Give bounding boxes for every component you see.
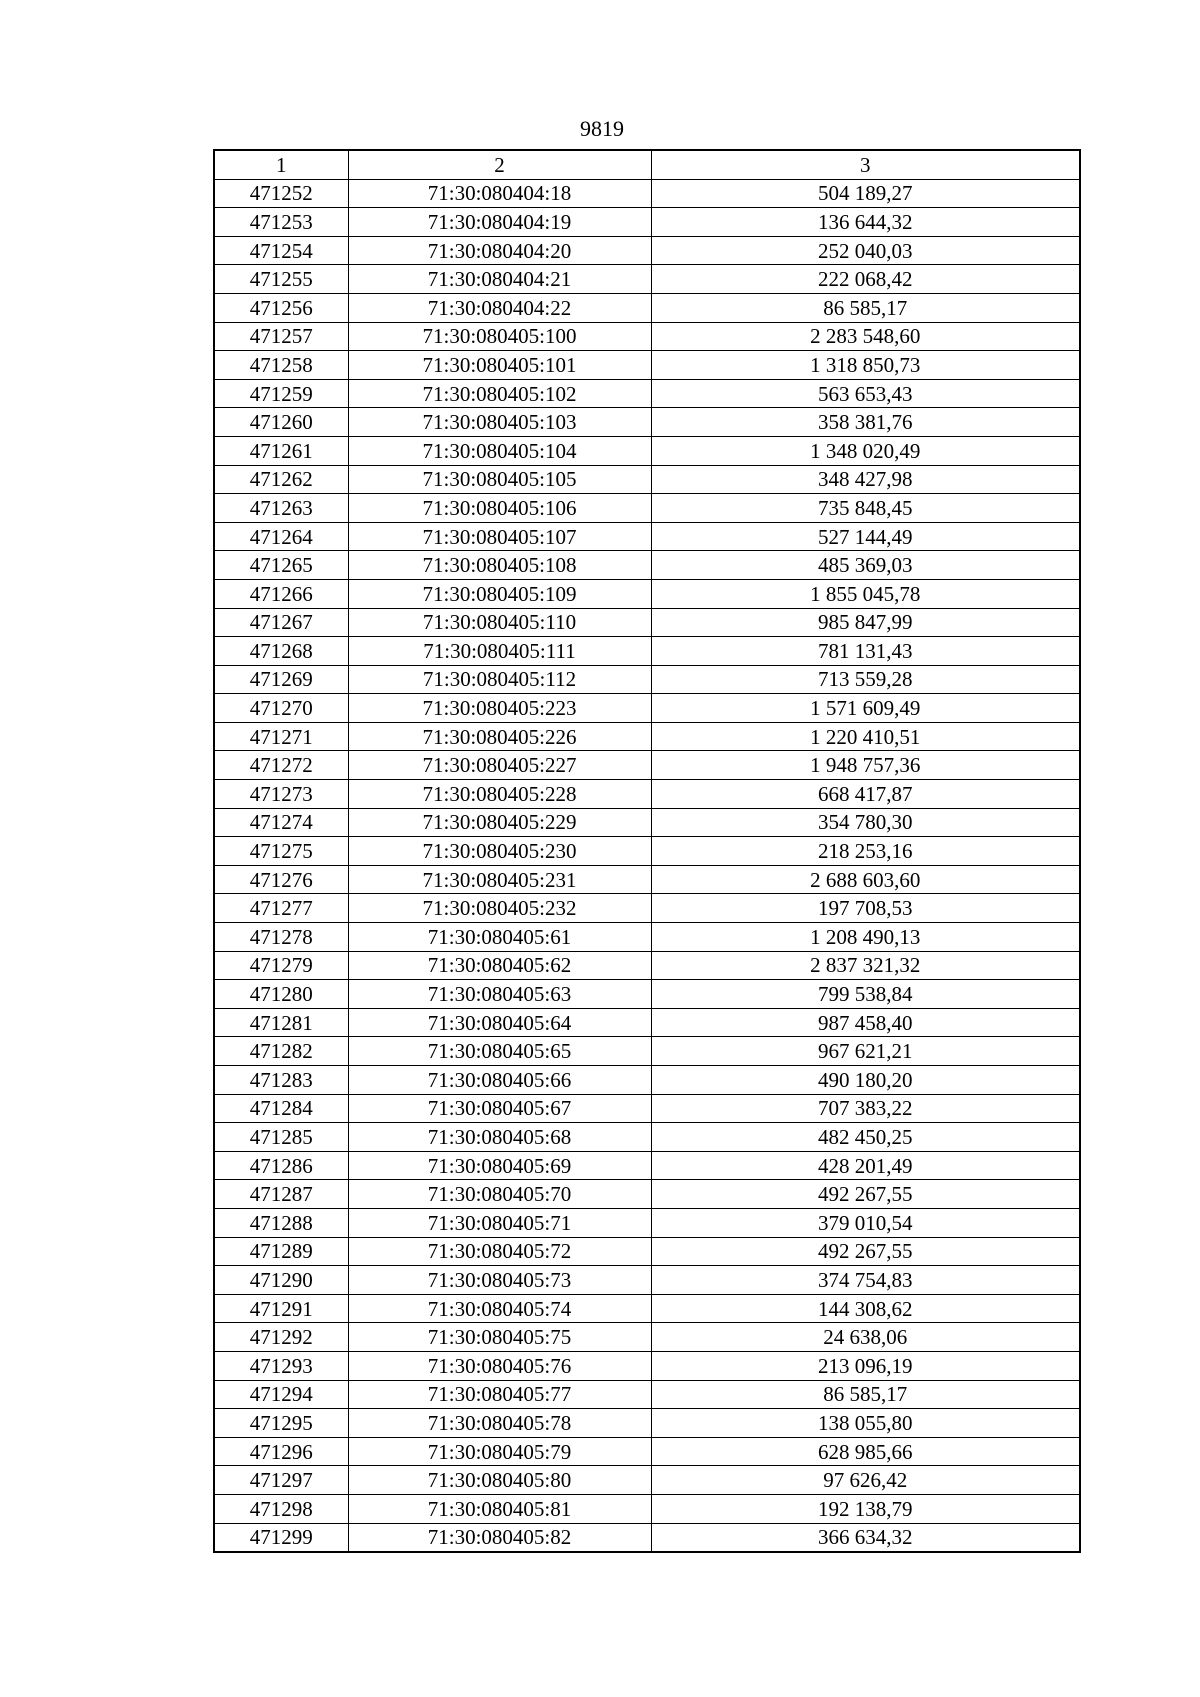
table-row: [214, 1151, 1080, 1180]
row-number-cell: 471267: [214, 608, 348, 637]
value-cell: 985 847,99: [651, 608, 1080, 637]
value-cell: 222 068,42: [651, 265, 1080, 294]
value-cell: 799 538,84: [651, 980, 1080, 1009]
row-number-cell: 471279: [214, 951, 348, 980]
value-cell: 668 417,87: [651, 780, 1080, 809]
cadastral-number-cell: 71:30:080405:65: [348, 1037, 651, 1066]
row-number-cell: 471278: [214, 923, 348, 952]
value-cell: 379 010,54: [651, 1208, 1080, 1237]
cadastral-number-cell: 71:30:080405:108: [348, 551, 651, 580]
cadastral-number-cell: 71:30:080404:19: [348, 208, 651, 237]
value-cell: 713 559,28: [651, 665, 1080, 694]
cadastral-number-cell: 71:30:080404:18: [348, 179, 651, 208]
cadastral-number-cell: 71:30:080405:106: [348, 494, 651, 523]
row-number-cell: 471274: [214, 808, 348, 837]
row-number-cell: 471290: [214, 1266, 348, 1295]
value-cell: 492 267,55: [651, 1237, 1080, 1266]
value-cell: 24 638,06: [651, 1323, 1080, 1352]
cadastral-number-cell: 71:30:080405:110: [348, 608, 651, 637]
table-row: [214, 837, 1080, 866]
row-number-cell: 471264: [214, 522, 348, 551]
table-row: [214, 1266, 1080, 1295]
value-cell: 213 096,19: [651, 1351, 1080, 1380]
row-number-cell: 471271: [214, 722, 348, 751]
row-number-cell: 471287: [214, 1180, 348, 1209]
table-row: [214, 1123, 1080, 1152]
value-cell: 374 754,83: [651, 1266, 1080, 1295]
value-cell: 2 837 321,32: [651, 951, 1080, 980]
table-row: [214, 179, 1080, 208]
row-number-cell: 471285: [214, 1123, 348, 1152]
value-cell: 136 644,32: [651, 208, 1080, 237]
row-number-cell: 471282: [214, 1037, 348, 1066]
value-cell: 628 985,66: [651, 1437, 1080, 1466]
value-cell: 354 780,30: [651, 808, 1080, 837]
row-number-cell: 471257: [214, 322, 348, 351]
cadastral-number-cell: 71:30:080405:73: [348, 1266, 651, 1295]
table-row: [214, 408, 1080, 437]
cadastral-number-cell: 71:30:080405:103: [348, 408, 651, 437]
cadastral-number-cell: 71:30:080405:64: [348, 1008, 651, 1037]
value-cell: 1 220 410,51: [651, 722, 1080, 751]
column-header-3: 3: [651, 150, 1080, 179]
table-row: [214, 722, 1080, 751]
value-cell: 707 383,22: [651, 1094, 1080, 1123]
row-number-cell: 471265: [214, 551, 348, 580]
value-cell: 144 308,62: [651, 1294, 1080, 1323]
row-number-cell: 471298: [214, 1494, 348, 1523]
row-number-cell: 471273: [214, 780, 348, 809]
cadastral-number-cell: 71:30:080405:66: [348, 1066, 651, 1095]
data-table: [213, 149, 1081, 1553]
row-number-cell: 471294: [214, 1380, 348, 1409]
table-row: [214, 1237, 1080, 1266]
cadastral-number-cell: 71:30:080405:81: [348, 1494, 651, 1523]
value-cell: 492 267,55: [651, 1180, 1080, 1209]
table-row: [214, 1094, 1080, 1123]
value-cell: 735 848,45: [651, 494, 1080, 523]
row-number-cell: 471270: [214, 694, 348, 723]
row-number-cell: 471296: [214, 1437, 348, 1466]
row-number-cell: 471272: [214, 751, 348, 780]
cadastral-number-cell: 71:30:080405:80: [348, 1466, 651, 1495]
cadastral-number-cell: 71:30:080405:231: [348, 865, 651, 894]
cadastral-number-cell: 71:30:080405:72: [348, 1237, 651, 1266]
cadastral-number-cell: 71:30:080405:227: [348, 751, 651, 780]
value-cell: 218 253,16: [651, 837, 1080, 866]
table-row: [214, 1409, 1080, 1438]
table-row: [214, 980, 1080, 1009]
cadastral-number-cell: 71:30:080405:102: [348, 379, 651, 408]
row-number-cell: 471256: [214, 293, 348, 322]
table-row: [214, 351, 1080, 380]
cadastral-number-cell: 71:30:080405:105: [348, 465, 651, 494]
row-number-cell: 471286: [214, 1151, 348, 1180]
row-number-cell: 471276: [214, 865, 348, 894]
header-row: [214, 150, 1080, 179]
value-cell: 348 427,98: [651, 465, 1080, 494]
cadastral-number-cell: 71:30:080405:76: [348, 1351, 651, 1380]
row-number-cell: 471259: [214, 379, 348, 408]
cadastral-number-cell: 71:30:080405:67: [348, 1094, 651, 1123]
table-row: [214, 1180, 1080, 1209]
table-row: [214, 1066, 1080, 1095]
cadastral-number-cell: 71:30:080405:232: [348, 894, 651, 923]
value-cell: 987 458,40: [651, 1008, 1080, 1037]
table-row: [214, 494, 1080, 523]
cadastral-number-cell: 71:30:080405:112: [348, 665, 651, 694]
row-number-cell: 471261: [214, 436, 348, 465]
value-cell: 86 585,17: [651, 293, 1080, 322]
cadastral-number-cell: 71:30:080405:69: [348, 1151, 651, 1180]
table-row: [214, 1208, 1080, 1237]
row-number-cell: 471295: [214, 1409, 348, 1438]
table-row: [214, 379, 1080, 408]
cadastral-number-cell: 71:30:080405:71: [348, 1208, 651, 1237]
cadastral-number-cell: 71:30:080405:63: [348, 980, 651, 1009]
value-cell: 1 855 045,78: [651, 579, 1080, 608]
value-cell: 490 180,20: [651, 1066, 1080, 1095]
table-row: [214, 1380, 1080, 1409]
value-cell: 1 318 850,73: [651, 351, 1080, 380]
table-row: [214, 1323, 1080, 1352]
table-row: [214, 465, 1080, 494]
value-cell: 504 189,27: [651, 179, 1080, 208]
row-number-cell: 471268: [214, 637, 348, 666]
table-row: [214, 1294, 1080, 1323]
page-number: 9819: [580, 116, 624, 141]
table-row: [214, 208, 1080, 237]
table-row: [214, 522, 1080, 551]
value-cell: 2 283 548,60: [651, 322, 1080, 351]
row-number-cell: 471299: [214, 1523, 348, 1552]
row-number-cell: 471289: [214, 1237, 348, 1266]
table-row: [214, 1494, 1080, 1523]
table-row: [214, 694, 1080, 723]
row-number-cell: 471275: [214, 837, 348, 866]
cadastral-number-cell: 71:30:080405:229: [348, 808, 651, 837]
value-cell: 192 138,79: [651, 1494, 1080, 1523]
table-row: [214, 780, 1080, 809]
value-cell: 2 688 603,60: [651, 865, 1080, 894]
column-header-1: 1: [214, 150, 348, 179]
table-row: [214, 1466, 1080, 1495]
value-cell: 197 708,53: [651, 894, 1080, 923]
row-number-cell: 471293: [214, 1351, 348, 1380]
row-number-cell: 471280: [214, 980, 348, 1009]
table-row: [214, 322, 1080, 351]
table-row: [214, 436, 1080, 465]
value-cell: 1 571 609,49: [651, 694, 1080, 723]
row-number-cell: 471281: [214, 1008, 348, 1037]
value-cell: 563 653,43: [651, 379, 1080, 408]
cadastral-number-cell: 71:30:080405:104: [348, 436, 651, 465]
column-header-2: 2: [348, 150, 651, 179]
row-number-cell: 471252: [214, 179, 348, 208]
table-row: [214, 865, 1080, 894]
cadastral-number-cell: 71:30:080405:79: [348, 1437, 651, 1466]
table-row: [214, 1037, 1080, 1066]
cadastral-number-cell: 71:30:080405:223: [348, 694, 651, 723]
value-cell: 138 055,80: [651, 1409, 1080, 1438]
row-number-cell: 471258: [214, 351, 348, 380]
table-row: [214, 579, 1080, 608]
table-row: [214, 551, 1080, 580]
table-header: [214, 150, 1080, 179]
cadastral-number-cell: 71:30:080405:77: [348, 1380, 651, 1409]
cadastral-number-cell: 71:30:080405:68: [348, 1123, 651, 1152]
value-cell: 485 369,03: [651, 551, 1080, 580]
table-row: [214, 637, 1080, 666]
cadastral-number-cell: 71:30:080404:22: [348, 293, 651, 322]
table-row: [214, 1351, 1080, 1380]
cadastral-number-cell: 71:30:080405:107: [348, 522, 651, 551]
value-cell: 428 201,49: [651, 1151, 1080, 1180]
cadastral-number-cell: 71:30:080405:61: [348, 923, 651, 952]
row-number-cell: 471284: [214, 1094, 348, 1123]
value-cell: 366 634,32: [651, 1523, 1080, 1552]
row-number-cell: 471253: [214, 208, 348, 237]
value-cell: 482 450,25: [651, 1123, 1080, 1152]
row-number-cell: 471266: [214, 579, 348, 608]
value-cell: 1 208 490,13: [651, 923, 1080, 952]
table-row: [214, 751, 1080, 780]
cadastral-number-cell: 71:30:080405:230: [348, 837, 651, 866]
table-row: [214, 236, 1080, 265]
row-number-cell: 471292: [214, 1323, 348, 1352]
cadastral-number-cell: 71:30:080405:82: [348, 1523, 651, 1552]
value-cell: 1 348 020,49: [651, 436, 1080, 465]
cadastral-number-cell: 71:30:080405:111: [348, 637, 651, 666]
table-row: [214, 608, 1080, 637]
row-number-cell: 471291: [214, 1294, 348, 1323]
cadastral-number-cell: 71:30:080405:75: [348, 1323, 651, 1352]
row-number-cell: 471262: [214, 465, 348, 494]
row-number-cell: 471260: [214, 408, 348, 437]
cadastral-number-cell: 71:30:080405:226: [348, 722, 651, 751]
cadastral-number-cell: 71:30:080405:101: [348, 351, 651, 380]
table-row: [214, 293, 1080, 322]
table-row: [214, 1523, 1080, 1552]
cadastral-number-cell: 71:30:080405:100: [348, 322, 651, 351]
cadastral-number-cell: 71:30:080405:62: [348, 951, 651, 980]
table-row: [214, 808, 1080, 837]
cadastral-number-cell: 71:30:080405:70: [348, 1180, 651, 1209]
value-cell: 97 626,42: [651, 1466, 1080, 1495]
table-row: [214, 1008, 1080, 1037]
value-cell: 86 585,17: [651, 1380, 1080, 1409]
row-number-cell: 471288: [214, 1208, 348, 1237]
cadastral-number-cell: 71:30:080405:109: [348, 579, 651, 608]
table-row: [214, 923, 1080, 952]
value-cell: 781 131,43: [651, 637, 1080, 666]
table-row: [214, 894, 1080, 923]
row-number-cell: 471283: [214, 1066, 348, 1095]
cadastral-number-cell: 71:30:080405:78: [348, 1409, 651, 1438]
row-number-cell: 471297: [214, 1466, 348, 1495]
table-row: [214, 951, 1080, 980]
row-number-cell: 471277: [214, 894, 348, 923]
table-row: [214, 665, 1080, 694]
table-body: [214, 179, 1080, 1552]
value-cell: 358 381,76: [651, 408, 1080, 437]
row-number-cell: 471254: [214, 236, 348, 265]
value-cell: 1 948 757,36: [651, 751, 1080, 780]
value-cell: 527 144,49: [651, 522, 1080, 551]
row-number-cell: 471263: [214, 494, 348, 523]
cadastral-number-cell: 71:30:080405:74: [348, 1294, 651, 1323]
cadastral-number-cell: 71:30:080405:228: [348, 780, 651, 809]
value-cell: 967 621,21: [651, 1037, 1080, 1066]
cadastral-number-cell: 71:30:080404:20: [348, 236, 651, 265]
row-number-cell: 471255: [214, 265, 348, 294]
row-number-cell: 471269: [214, 665, 348, 694]
cadastral-number-cell: 71:30:080404:21: [348, 265, 651, 294]
table-row: [214, 265, 1080, 294]
table-row: [214, 1437, 1080, 1466]
value-cell: 252 040,03: [651, 236, 1080, 265]
